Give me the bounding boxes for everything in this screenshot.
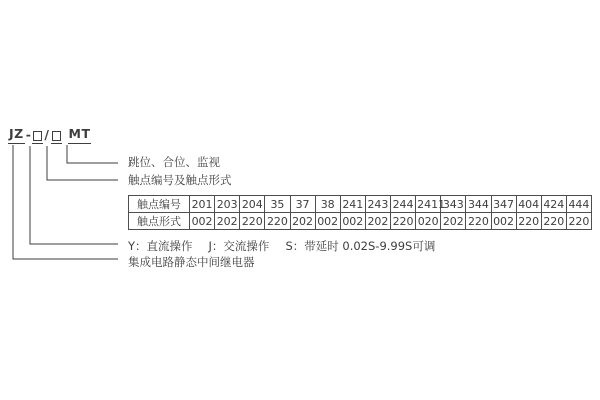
table-cell: 002	[190, 213, 215, 230]
table-cell: 204	[240, 196, 265, 213]
table-cell: 444	[566, 196, 591, 213]
table-cell: 020	[416, 213, 441, 230]
model-dash: -	[25, 127, 32, 142]
callout-operation-modes	[128, 240, 435, 253]
callout-product-name: 集成电路静态中间继电器	[128, 255, 255, 269]
table-cell: 404	[516, 196, 541, 213]
table-cell: 37	[290, 196, 315, 213]
table-cell: 343	[441, 196, 466, 213]
table-cell: 344	[466, 196, 491, 213]
table-cell: 002	[340, 213, 365, 230]
table-cell: 202	[215, 213, 240, 230]
row-header-cell: 触点编号	[129, 196, 190, 213]
operation-mode-ac: J：交流操作	[208, 239, 270, 253]
connector-box1	[30, 146, 118, 244]
table-cell: 002	[491, 213, 516, 230]
table-cell: 220	[391, 213, 416, 230]
operation-mode-dc: Y：直流操作	[128, 239, 193, 253]
table-cell: 201	[190, 196, 215, 213]
table-cell: 220	[240, 213, 265, 230]
table-cell: 203	[215, 196, 240, 213]
table-cell: 2411	[417, 197, 446, 211]
table-cell: 220	[516, 213, 541, 230]
operation-mode-delay: S：带延时 0.02S-9.99S可调	[285, 239, 436, 253]
table-cell: 002	[315, 213, 340, 230]
connector-mt	[67, 145, 118, 163]
table-cell: 220	[466, 213, 491, 230]
table-cell: 347	[491, 196, 516, 213]
model-prefix: JZ	[8, 127, 25, 144]
connector-jz	[13, 145, 118, 259]
table-row	[129, 213, 592, 230]
model-suffix: MT	[68, 127, 92, 144]
model-slash: /	[44, 127, 50, 142]
table-cell: 202	[441, 213, 466, 230]
callout-mt-meaning: 跳位、合位、监视	[128, 155, 220, 169]
table-cell: 220	[265, 213, 290, 230]
table-cell: 220	[541, 213, 566, 230]
table-cell: 202	[290, 213, 315, 230]
table-cell: 243	[365, 196, 390, 213]
contact-table	[128, 195, 592, 230]
table-cell: 202	[365, 213, 390, 230]
table-cell: 220	[566, 213, 591, 230]
table-cell: 424	[541, 196, 566, 213]
table-cell: 244	[391, 196, 416, 213]
table-cell: 35	[265, 196, 290, 213]
table-cell: 38	[315, 196, 340, 213]
callout-contact-meaning: 触点编号及触点形式	[128, 173, 232, 187]
row-header-cell: 触点形式	[129, 213, 190, 230]
table-cell: 241	[340, 196, 365, 213]
contact-table-body	[129, 196, 592, 230]
table-row	[129, 196, 592, 213]
contact-table-wrapper	[128, 195, 592, 230]
